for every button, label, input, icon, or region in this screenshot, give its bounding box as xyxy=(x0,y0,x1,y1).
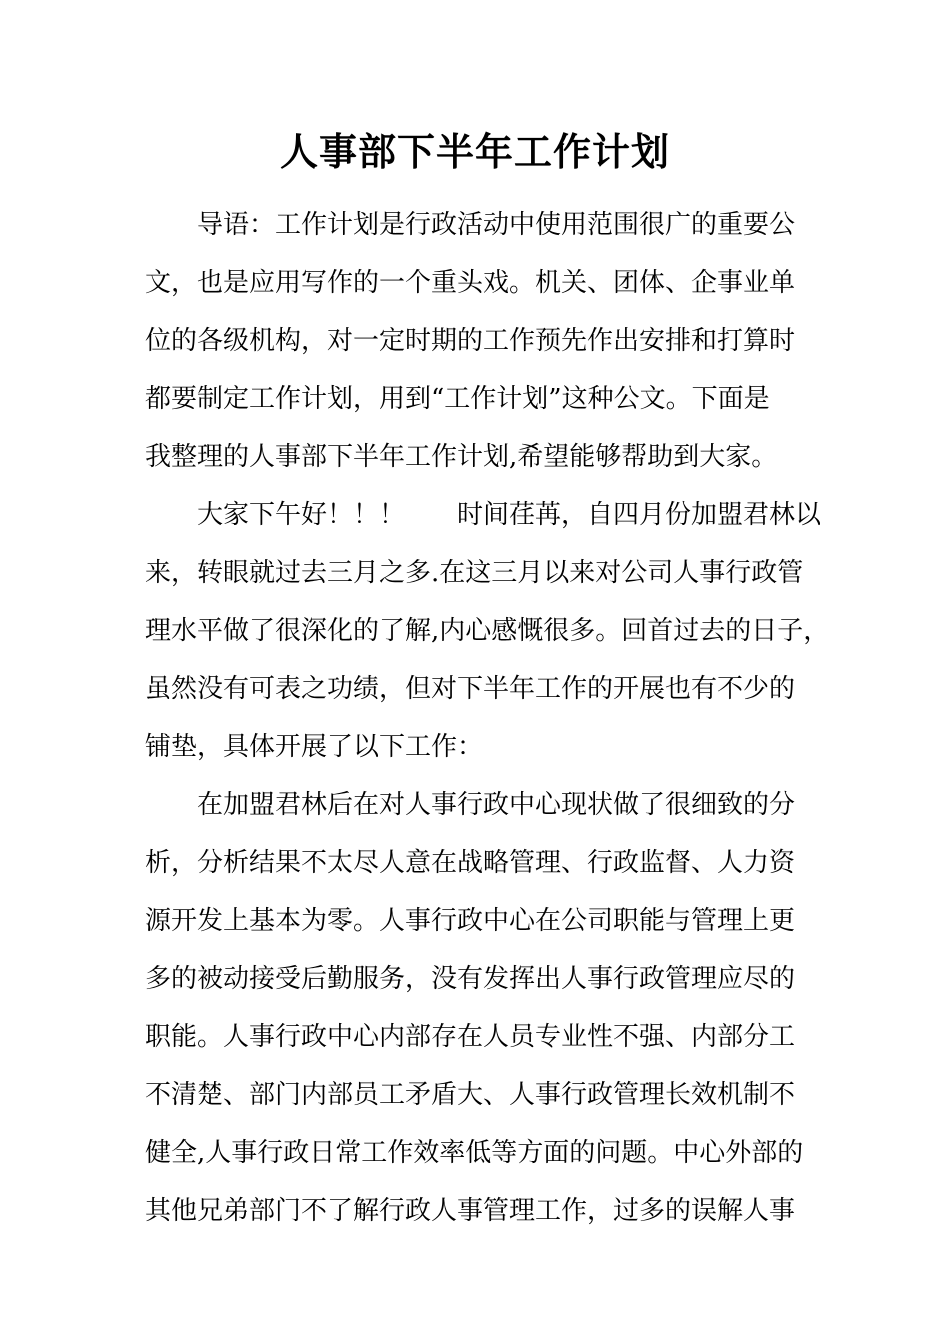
paragraph-1-line-4: 都要制定工作计划，用到“工作计划”这种公文。下面是 xyxy=(145,384,770,414)
paragraph-3-line-6: 不清楚、部门内部员工矛盾大、人事行政管理长效机制不 xyxy=(145,1080,796,1110)
paragraph-1-line-1: 导语：工作计划是行政活动中使用范围很广的重要公 xyxy=(197,210,796,240)
document-title: 人事部下半年工作计划 xyxy=(279,129,670,174)
paragraph-3-line-8: 其他兄弟部门不了解行政人事管理工作，过多的误解人事 xyxy=(145,1196,796,1226)
paragraph-3-line-3: 源开发上基本为零。人事行政中心在公司职能与管理上更 xyxy=(145,906,796,936)
paragraph-2-line-2: 来，转眼就过去三月之多.在这三月以来对公司人事行政管 xyxy=(145,558,804,588)
paragraph-3-line-4: 多的被动接受后勤服务，没有发挥出人事行政管理应尽的 xyxy=(145,964,796,994)
document-body xyxy=(145,196,830,1240)
paragraph-3-line-2: 析，分析结果不太尽人意在战略管理、行政监督、人力资 xyxy=(145,848,796,878)
paragraph-3-line-1: 在加盟君林后在对人事行政中心现状做了很细致的分 xyxy=(197,790,796,820)
paragraph-3-line-7: 健全,人事行政日常工作效率低等方面的问题。中心外部的 xyxy=(145,1138,804,1168)
paragraph-1-line-2: 文，也是应用写作的一个重头戏。机关、团体、企事业单 xyxy=(145,268,796,298)
paragraph-1-line-3: 位的各级机构，对一定时期的工作预先作出安排和打算时 xyxy=(145,326,796,356)
paragraph-2-line-3: 理水平做了很深化的了解,内心感慨很多。回首过去的日子， xyxy=(145,616,830,646)
paragraph-2-line-5: 铺垫，具体开展了以下工作： xyxy=(145,732,484,762)
paragraph-2-line-4: 虽然没有可表之功绩，但对下半年工作的开展也有不少的 xyxy=(145,674,796,704)
paragraph-1-line-5: 我整理的人事部下半年工作计划,希望能够帮助到大家。 xyxy=(145,442,778,472)
paragraph-3-line-5: 职能。人事行政中心内部存在人员专业性不强、内部分工 xyxy=(145,1022,796,1052)
paragraph-2-line-1: 大家下午好！！！ 时间荏苒，自四月份加盟君林以 xyxy=(197,500,822,530)
